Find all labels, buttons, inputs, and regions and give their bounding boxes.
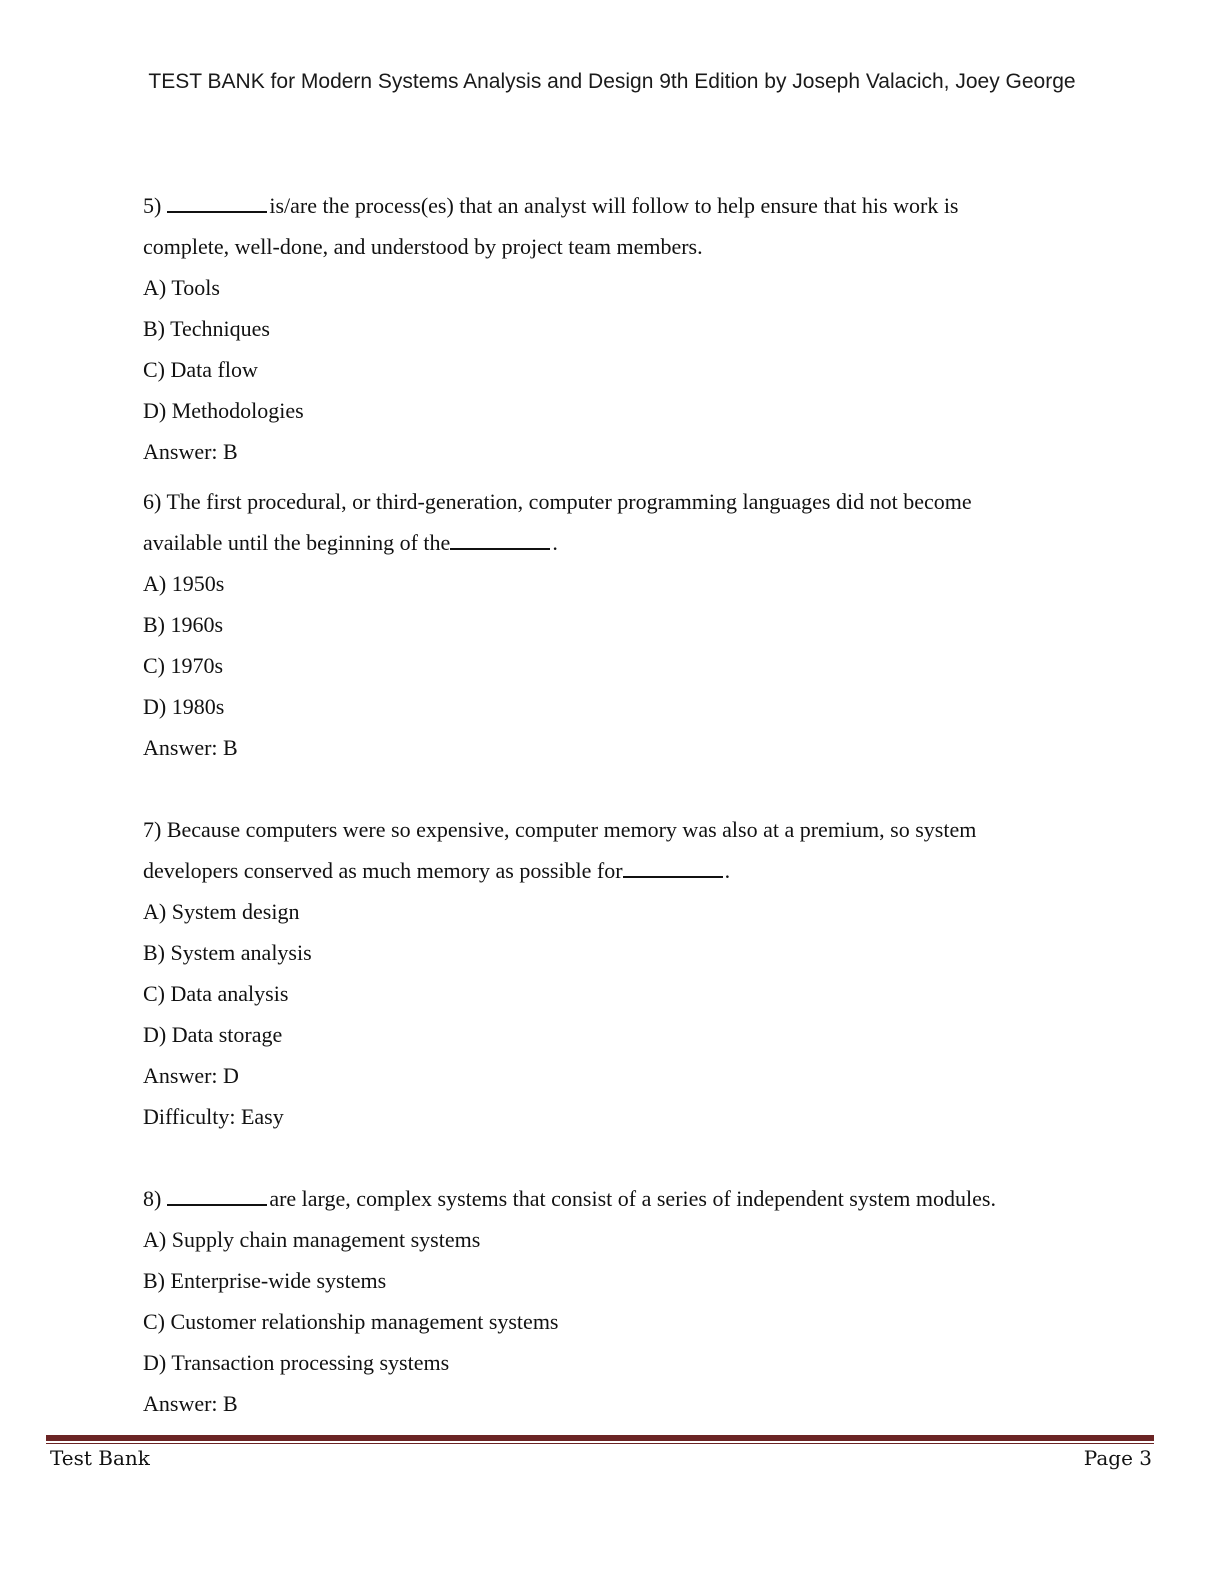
option-c: C) 1970s: [143, 653, 224, 678]
question-text: [143, 809, 1073, 850]
question-text-line2-end: .: [552, 530, 558, 555]
option-b: B) System analysis: [143, 940, 312, 965]
option-d: D) Transaction processing systems: [143, 1350, 450, 1375]
page-number: Page 3: [1083, 1446, 1152, 1470]
question-text-line1: are large, complex systems that consist of a series of independent system modules.: [269, 1186, 996, 1211]
option-c: C) Data flow: [143, 357, 258, 382]
question-text-line2: [143, 850, 1073, 891]
option-a: A) Tools: [143, 275, 220, 300]
page-header: TEST BANK for Modern Systems Analysis and Design 9th Edition by Joseph Valacich, Joey George: [148, 70, 1076, 93]
question-text-line1: Because computers were so expensive, computer memory was also at a premium, so system: [166, 817, 977, 842]
question-5: [143, 185, 1073, 472]
option-d: D) Data storage: [143, 1022, 283, 1047]
option-b: B) Techniques: [143, 316, 270, 341]
question-text-line2-start: available until the beginning of the: [143, 530, 451, 555]
question-text-line1: is/are the process(es) that an analyst will follow to help ensure that his work is: [269, 193, 959, 218]
fill-in-blank: [167, 1186, 267, 1206]
question-text-line2-start: developers conserved as much memory as possible for: [143, 858, 623, 883]
question-6: [143, 481, 1073, 768]
question-text-line2: complete, well-done, and understood by project team members.: [143, 234, 703, 259]
question-text-line1: The first procedural, or third-generation, computer programming languages did not become: [166, 489, 972, 514]
answer: Answer: B: [143, 735, 238, 760]
option-a: A) 1950s: [143, 571, 225, 596]
question-text-line2-end: .: [724, 858, 731, 883]
question-8: [143, 1178, 1073, 1424]
question-text: [143, 185, 1073, 226]
fill-in-blank: [623, 858, 723, 878]
option-c: C) Customer relationship management systems: [143, 1309, 559, 1334]
footer-rule-thin: [46, 1443, 1154, 1444]
document-body: [143, 185, 1073, 1433]
question-number: 5): [143, 193, 162, 218]
fill-in-blank: [450, 530, 550, 550]
question-number: 8): [143, 1186, 162, 1211]
option-c: C) Data analysis: [143, 981, 289, 1006]
option-d: D) 1980s: [143, 694, 225, 719]
option-a: A) System design: [143, 899, 300, 924]
question-text-line2: [143, 522, 1073, 563]
question-number: 7): [143, 817, 162, 842]
footer-rule: [46, 1435, 1154, 1441]
difficulty: Difficulty: Easy: [143, 1104, 284, 1129]
question-text: [143, 1178, 1073, 1219]
option-d: D) Methodologies: [143, 398, 304, 423]
option-b: B) Enterprise-wide systems: [143, 1268, 387, 1293]
option-a: A) Supply chain management systems: [143, 1227, 481, 1252]
answer: Answer: B: [143, 1391, 238, 1416]
answer: Answer: B: [143, 439, 238, 464]
option-b: B) 1960s: [143, 612, 224, 637]
footer-left-text: Test Bank: [50, 1446, 150, 1470]
fill-in-blank: [167, 193, 267, 213]
question-number: 6): [143, 489, 162, 514]
question-7: [143, 809, 1073, 1137]
answer: Answer: D: [143, 1063, 239, 1088]
question-text: [143, 481, 1073, 522]
